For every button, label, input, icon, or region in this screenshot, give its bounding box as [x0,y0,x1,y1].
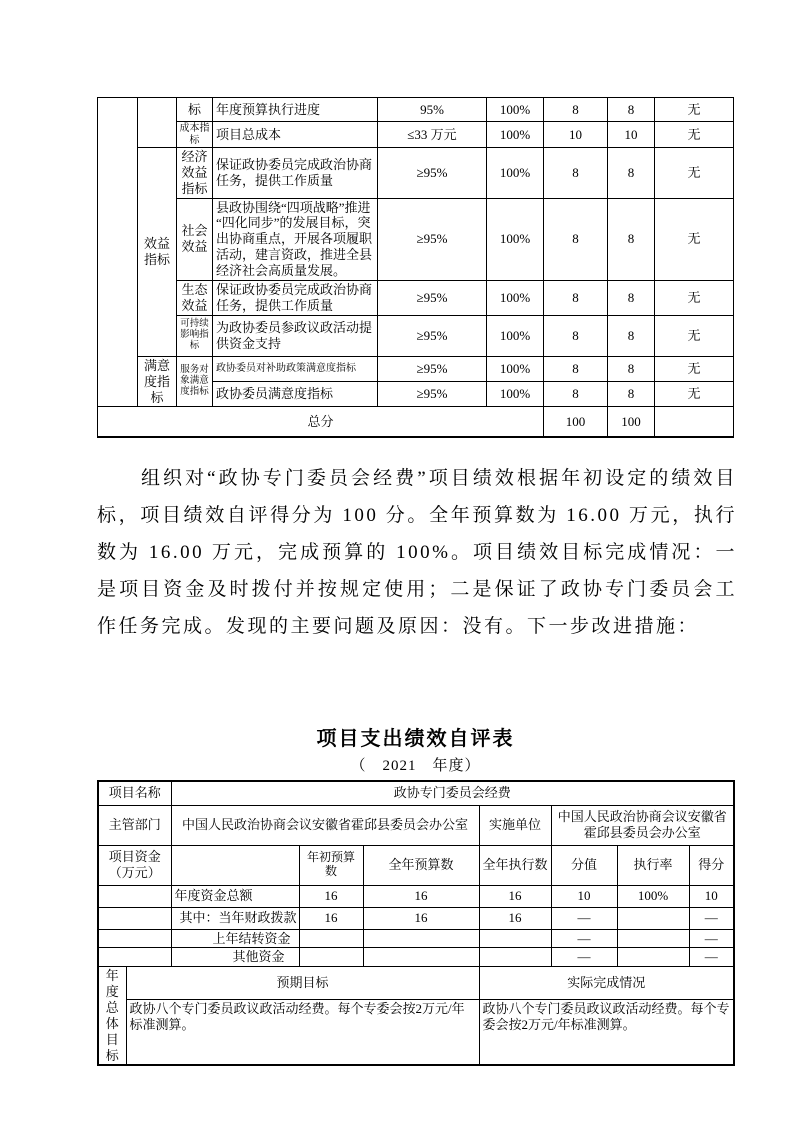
t1-target: ≥95% [378,148,487,199]
empty-cell [98,907,171,929]
t2-fund-score: 10 [689,885,734,907]
empty-cell [98,885,171,907]
t2-fund-points: 10 [551,885,617,907]
table-row [98,356,734,381]
t2-fund-points: — [551,907,617,929]
t1-subcategory: 服务对象满意度指标 [177,356,213,407]
table-row [98,315,734,356]
t1-done: 100% [487,381,544,407]
t2-fund-exec: 16 [479,885,551,907]
summary-paragraph: 组织对“政协专门委员会经费”项目绩效根据年初设定的绩效目标，项目绩效自评得分为 100 分。全年预算数为 16.00 万元，执行数为 16.00 万元，完成预算的 100%。项目绩效目标完成情况：一是项目资金及时拨付并按规定使用；二是保证了政协专门委员会工作任务完成。发现的主要问题及原因：没有。下一步改进措施： [97,468,737,637]
t2-goal-row-label: 年度总体目标 [98,967,126,1066]
t2-fund-rate [617,907,689,929]
t1-indicator-name: 政协委员对补助政策满意度指标 [213,356,378,381]
t1-subcategory: 生态效益 [177,280,213,315]
t2-col-exec: 全年执行数 [479,845,551,885]
page-subtitle: （ 2021 年度） [350,758,481,774]
t2-project-name-label: 项目名称 [98,781,171,805]
t2-project-name-value: 政协专门委员会经费 [171,781,734,805]
t2-fund-exec [479,948,551,967]
t2-actual-header: 实际完成情况 [479,967,734,1000]
t2-funds-label: 项目资金（万元） [98,845,171,885]
t1-note: 无 [655,122,734,148]
performance-indicator-table [97,97,734,438]
t1-indicator-name: 保证政协委员完成政治协商任务，提供工作质量 [213,148,378,199]
table-row [98,148,734,199]
t2-fund-rate [617,929,689,948]
t1-subcategory: 社会效益 [177,198,213,280]
t1-subcategory: 可持续影响指标 [177,315,213,356]
t1-total-points: 100 [544,407,608,437]
t1-note: 无 [655,148,734,199]
t1-subcategory: 标 [177,98,213,122]
t1-target: ≥95% [378,381,487,407]
table-row [98,781,734,805]
t1-points: 8 [544,280,608,315]
empty-cell [98,929,171,948]
t1-done: 100% [487,148,544,199]
t1-note: 无 [655,280,734,315]
table-row [98,122,734,148]
t2-fund-rate [617,948,689,967]
t2-col-rate: 执行率 [617,845,689,885]
t2-col-score: 得分 [689,845,734,885]
t1-target: ≥95% [378,356,487,381]
page-title: 项目支出绩效自评表 [316,728,515,750]
t1-points: 10 [544,122,608,148]
t1-total-score: 100 [608,407,655,437]
t1-points: 8 [544,98,608,122]
t1-done: 100% [487,122,544,148]
t1-done: 100% [487,280,544,315]
t1-category: 效益指标 [138,148,177,357]
t1-note: 无 [655,198,734,280]
empty-cell [98,948,171,967]
t1-points: 8 [544,315,608,356]
t1-score: 8 [608,148,655,199]
t1-indicator-name: 项目总成本 [213,122,378,148]
t1-indicator-name: 保证政协委员完成政治协商任务，提供工作质量 [213,280,378,315]
t2-fund-score: — [689,907,734,929]
t2-fund-annual [363,948,479,967]
table-row [98,948,734,967]
empty-cell [138,98,177,148]
t1-indicator-name: 政协委员满意度指标 [213,381,378,407]
t1-indicator-name: 为政协委员参政议政活动提供资金支持 [213,315,378,356]
t2-fund-score: — [689,929,734,948]
t2-fund-points: — [551,929,617,948]
t2-fund-label: 其他资金 [171,948,299,967]
table-row [98,967,734,1000]
t1-score: 8 [608,315,655,356]
t1-subcategory: 成本指标 [177,122,213,148]
t1-score: 8 [608,381,655,407]
t1-note: 无 [655,381,734,407]
t1-total-label: 总分 [98,407,544,437]
table-row [98,885,734,907]
t2-fund-exec: 16 [479,907,551,929]
empty-cell [98,98,138,407]
t2-expected-value: 政协八个专门委员政议政活动经费。每个专委会按2万元/年标准测算。 [126,1000,479,1066]
t2-fund-points: — [551,948,617,967]
t1-score: 8 [608,356,655,381]
t2-fund-label: 其中：当年财政拨款 [171,907,299,929]
t1-points: 8 [544,148,608,199]
t2-fund-label: 年度资金总额 [171,885,299,907]
t2-col-annual: 全年预算数 [363,845,479,885]
t2-fund-exec [479,929,551,948]
t2-col-points: 分值 [551,845,617,885]
t2-fund-initial: 16 [299,907,363,929]
t1-target: 95% [378,98,487,122]
t2-fund-annual: 16 [363,885,479,907]
empty-cell [171,845,299,885]
t2-fund-annual: 16 [363,907,479,929]
table-row [98,907,734,929]
t2-fund-annual [363,929,479,948]
table-row [98,98,734,122]
t2-fund-score: — [689,948,734,967]
t1-done: 100% [487,98,544,122]
t1-note: 无 [655,356,734,381]
t2-fund-initial [299,948,363,967]
t1-indicator-name: 县政协围绕“四项战略”推进“四化同步”的发展目标，突出协商重点，开展各项履职活动，建言资政，推进全县经济社会高质量发展。 [213,198,378,280]
t2-col-initial: 年初预算数 [299,845,363,885]
t2-actual-value: 政协八个专门委员政议政活动经费。每个专委会按2万元/年标准测算。 [479,1000,734,1066]
t1-target: ≥95% [378,315,487,356]
t2-fund-initial: 16 [299,885,363,907]
t1-score: 10 [608,122,655,148]
t1-score: 8 [608,280,655,315]
t1-target: ≥95% [378,198,487,280]
t1-score: 8 [608,98,655,122]
t1-note: 无 [655,315,734,356]
t1-points: 8 [544,381,608,407]
t1-subcategory: 经济效益指标 [177,148,213,199]
t1-done: 100% [487,198,544,280]
table-row [98,1000,734,1066]
table-row [98,198,734,280]
t1-points: 8 [544,198,608,280]
t1-target: ≤33 万元 [378,122,487,148]
t1-points: 8 [544,356,608,381]
t2-impl-value: 中国人民政治协商会议安徽省霍邱县委员会办公室 [551,805,734,845]
t2-dept-value: 中国人民政治协商会议安徽省霍邱县委员会办公室 [171,805,479,845]
t1-indicator-name: 年度预算执行进度 [213,98,378,122]
t2-fund-initial [299,929,363,948]
t2-fund-label: 上年结转资金 [171,929,299,948]
table-row [98,805,734,845]
table-row [98,845,734,885]
t1-category: 满意度指标 [138,356,177,407]
t2-expected-header: 预期目标 [126,967,479,1000]
t2-fund-rate: 100% [617,885,689,907]
table-row [98,280,734,315]
t1-total-note [655,407,734,437]
t1-score: 8 [608,198,655,280]
table-row [98,407,734,437]
self-eval-table [97,780,735,1066]
t1-done: 100% [487,315,544,356]
t2-impl-label: 实施单位 [479,805,551,845]
t1-note: 无 [655,98,734,122]
table-row [98,929,734,948]
t1-done: 100% [487,356,544,381]
t2-dept-label: 主管部门 [98,805,171,845]
t1-target: ≥95% [378,280,487,315]
